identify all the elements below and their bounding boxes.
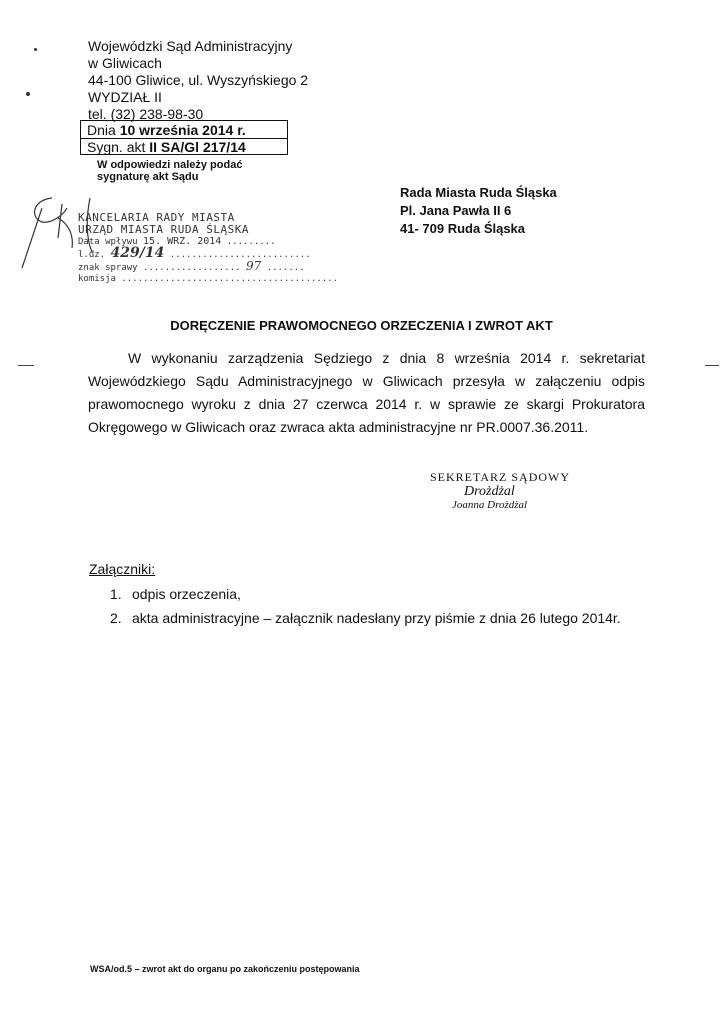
- sender-address: 44-100 Gliwice, ul. Wyszyńskiego 2: [88, 72, 309, 88]
- sender-court-name: Wojewódzki Sąd Administracyjny: [88, 38, 293, 54]
- stamp-commission-row: komisja ........................................: [78, 274, 339, 284]
- sender-phone: tel. (32) 238-98-30: [88, 106, 204, 122]
- scan-mark: [26, 92, 30, 96]
- recipient-block: [400, 184, 557, 238]
- scan-mark: [18, 365, 34, 366]
- recipient-street: Pl. Jana Pawła II 6: [400, 203, 512, 218]
- body-paragraph: W wykonaniu zarządzenia Sędziego z dnia 8 września 2014 r. sekretariat Wojewódzkiego Sądu Administracyjnego w Gliwicach przesyła w załączeniu odpis prawomocnego wyroku z dnia 27 czerwca 2014 r. w sprawie ze skargi Prokuratora Okręgowego w Gliwicach oraz zwraca akta administracyjne nr PR.0007.36.2011.: [88, 350, 645, 435]
- document-date: Dnia 10 września 2014 r.: [87, 122, 246, 138]
- attachments-label: Załączniki:: [89, 561, 156, 577]
- reply-note: W odpowiedzi należy podać sygnaturę akt Sądu: [97, 159, 243, 183]
- signature-block: [430, 470, 570, 511]
- footer-note: WSA/od.5 – zwrot akt do organu po zakończeniu postępowania: [90, 964, 360, 974]
- stamp-city-office: URZĄD MIASTA RUDA ŚLĄSKA: [78, 223, 249, 236]
- scan-mark: [705, 365, 719, 366]
- recipient-name: Rada Miasta Ruda Śląska: [400, 185, 557, 200]
- signature-name: Joanna Drożdżal: [452, 499, 528, 511]
- case-reference: Sygn. akt II SA/Gl 217/14: [81, 138, 287, 155]
- registry-stamp: [78, 212, 338, 285]
- signature-role: SEKRETARZ SĄDOWY: [430, 470, 571, 484]
- list-item: 1. odpis orzeczenia,: [110, 586, 241, 602]
- date-reference-box: [80, 120, 288, 155]
- stamp-date-row: Data wpływu 15. WRZ. 2014 .........: [78, 236, 276, 247]
- stamp-ldz-row: l.dz. 429/14 ..........................: [78, 245, 311, 261]
- recipient-city: 41- 709 Ruda Śląska: [400, 221, 526, 236]
- document-title: DORĘCZENIE PRAWOMOCNEGO ORZECZENIA I ZWROT AKT: [170, 318, 553, 333]
- scan-mark: [34, 48, 37, 51]
- list-item: 2. akta administracyjne – załącznik nadesłany przy piśmie z dnia 26 lutego 2014r.: [110, 610, 621, 626]
- signature-handwritten: Drożdżal: [464, 484, 515, 499]
- attachments-list: [110, 582, 645, 630]
- stamp-office: KANCELARIA RADY MIASTA: [78, 211, 235, 224]
- sender-department: WYDZIAŁ II: [88, 89, 162, 105]
- sender-block: [88, 38, 308, 123]
- stamp-case-row: znak sprawy .................. 97 .......: [78, 259, 305, 273]
- sender-city: w Gliwicach: [88, 55, 162, 71]
